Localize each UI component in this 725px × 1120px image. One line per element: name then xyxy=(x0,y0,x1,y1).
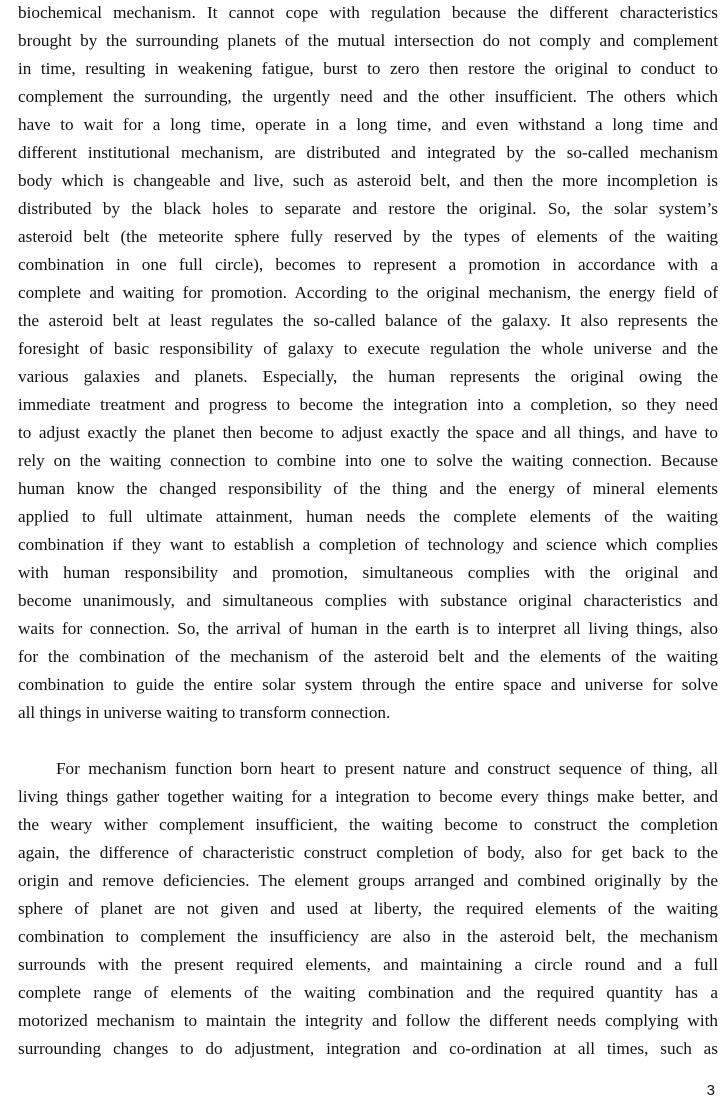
text-line: foresight of basic responsibility of galaxy to execute regulation the whole universe and the xyxy=(18,339,718,358)
text-line: living things gather together waiting for a integration to become every things make better, and xyxy=(18,787,718,806)
text-line: waits for connection. So, the arrival of human in the earth is to interpret all living things, also xyxy=(18,619,718,638)
text-line: combination in one full circle), becomes to represent a promotion in accordance with a xyxy=(18,255,718,274)
text-line: again, the difference of characteristic construct completion of body, also for get back to the xyxy=(18,843,718,862)
text-line: the weary wither complement insufficient, the waiting become to construct the completion xyxy=(18,815,718,834)
text-line: with human responsibility and promotion, simultaneous complies with the original and xyxy=(18,563,718,582)
text-line: the asteroid belt at least regulates the so-called balance of the galaxy. It also represents the xyxy=(18,311,718,330)
text-line: surrounding changes to do adjustment, integration and co-ordination at all times, such as xyxy=(18,1039,718,1058)
text-line: human know the changed responsibility of the thing and the energy of mineral elements xyxy=(18,479,718,498)
text-line: immediate treatment and progress to become the integration into a completion, so they need xyxy=(18,395,718,414)
text-line: complete and waiting for promotion. According to the original mechanism, the energy field of xyxy=(18,283,718,302)
text-line: have to wait for a long time, operate in a long time, and even withstand a long time and xyxy=(18,115,718,134)
text-line: various galaxies and planets. Especially, the human represents the original owing the xyxy=(18,367,718,386)
text-line: origin and remove deficiencies. The element groups arranged and combined originally by the xyxy=(18,871,718,890)
text-line: sphere of planet are not given and used at liberty, the required elements of the waiting xyxy=(18,899,718,918)
text-line: for the combination of the mechanism of the asteroid belt and the elements of the waiting xyxy=(18,647,718,666)
text-line: combination to complement the insufficiency are also in the asteroid belt, the mechanism xyxy=(18,927,718,946)
page-number: 3 xyxy=(706,1082,715,1099)
text-line: rely on the waiting connection to combine into one to solve the waiting connection. Because xyxy=(18,451,718,470)
text-line: in time, resulting in weakening fatigue, burst to zero then restore the original to conduct to xyxy=(18,59,718,78)
text-line: applied to full ultimate attainment, human needs the complete elements of the waiting xyxy=(18,507,718,526)
text-line: combination to guide the entire solar system through the entire space and universe for solve xyxy=(18,675,718,694)
text-line: distributed by the black holes to separate and restore the original. So, the solar system’s xyxy=(18,199,718,218)
text-line: motorized mechanism to maintain the integrity and follow the different needs complying with xyxy=(18,1011,718,1030)
text-line: surrounds with the present required elements, and maintaining a circle round and a full xyxy=(18,955,718,974)
text-line: asteroid belt (the meteorite sphere fully reserved by the types of elements of the waiting xyxy=(18,227,718,246)
text-line: brought by the surrounding planets of the mutual intersection do not comply and complement xyxy=(18,31,718,50)
text-line: all things in universe waiting to transform connection. xyxy=(18,703,391,722)
text-line: to adjust exactly the planet then become to adjust exactly the space and all things, and have to xyxy=(18,423,718,442)
text-line: complete range of elements of the waiting combination and the required quantity has a xyxy=(18,983,718,1002)
text-line: combination if they want to establish a completion of technology and science which complies xyxy=(18,535,718,554)
text-line: body which is changeable and live, such as asteroid belt, and then the more incompletion is xyxy=(18,171,718,190)
text-line: biochemical mechanism. It cannot cope with regulation because the different characteristics xyxy=(18,3,718,22)
text-line: complement the surrounding, the urgently need and the other insufficient. The others which xyxy=(18,87,718,106)
text-line: For mechanism function born heart to present nature and construct sequence of thing, all xyxy=(56,759,718,778)
text-line: different institutional mechanism, are distributed and integrated by the so-called mechanism xyxy=(18,143,718,162)
text-line: become unanimously, and simultaneous complies with substance original characteristics and xyxy=(18,591,718,610)
